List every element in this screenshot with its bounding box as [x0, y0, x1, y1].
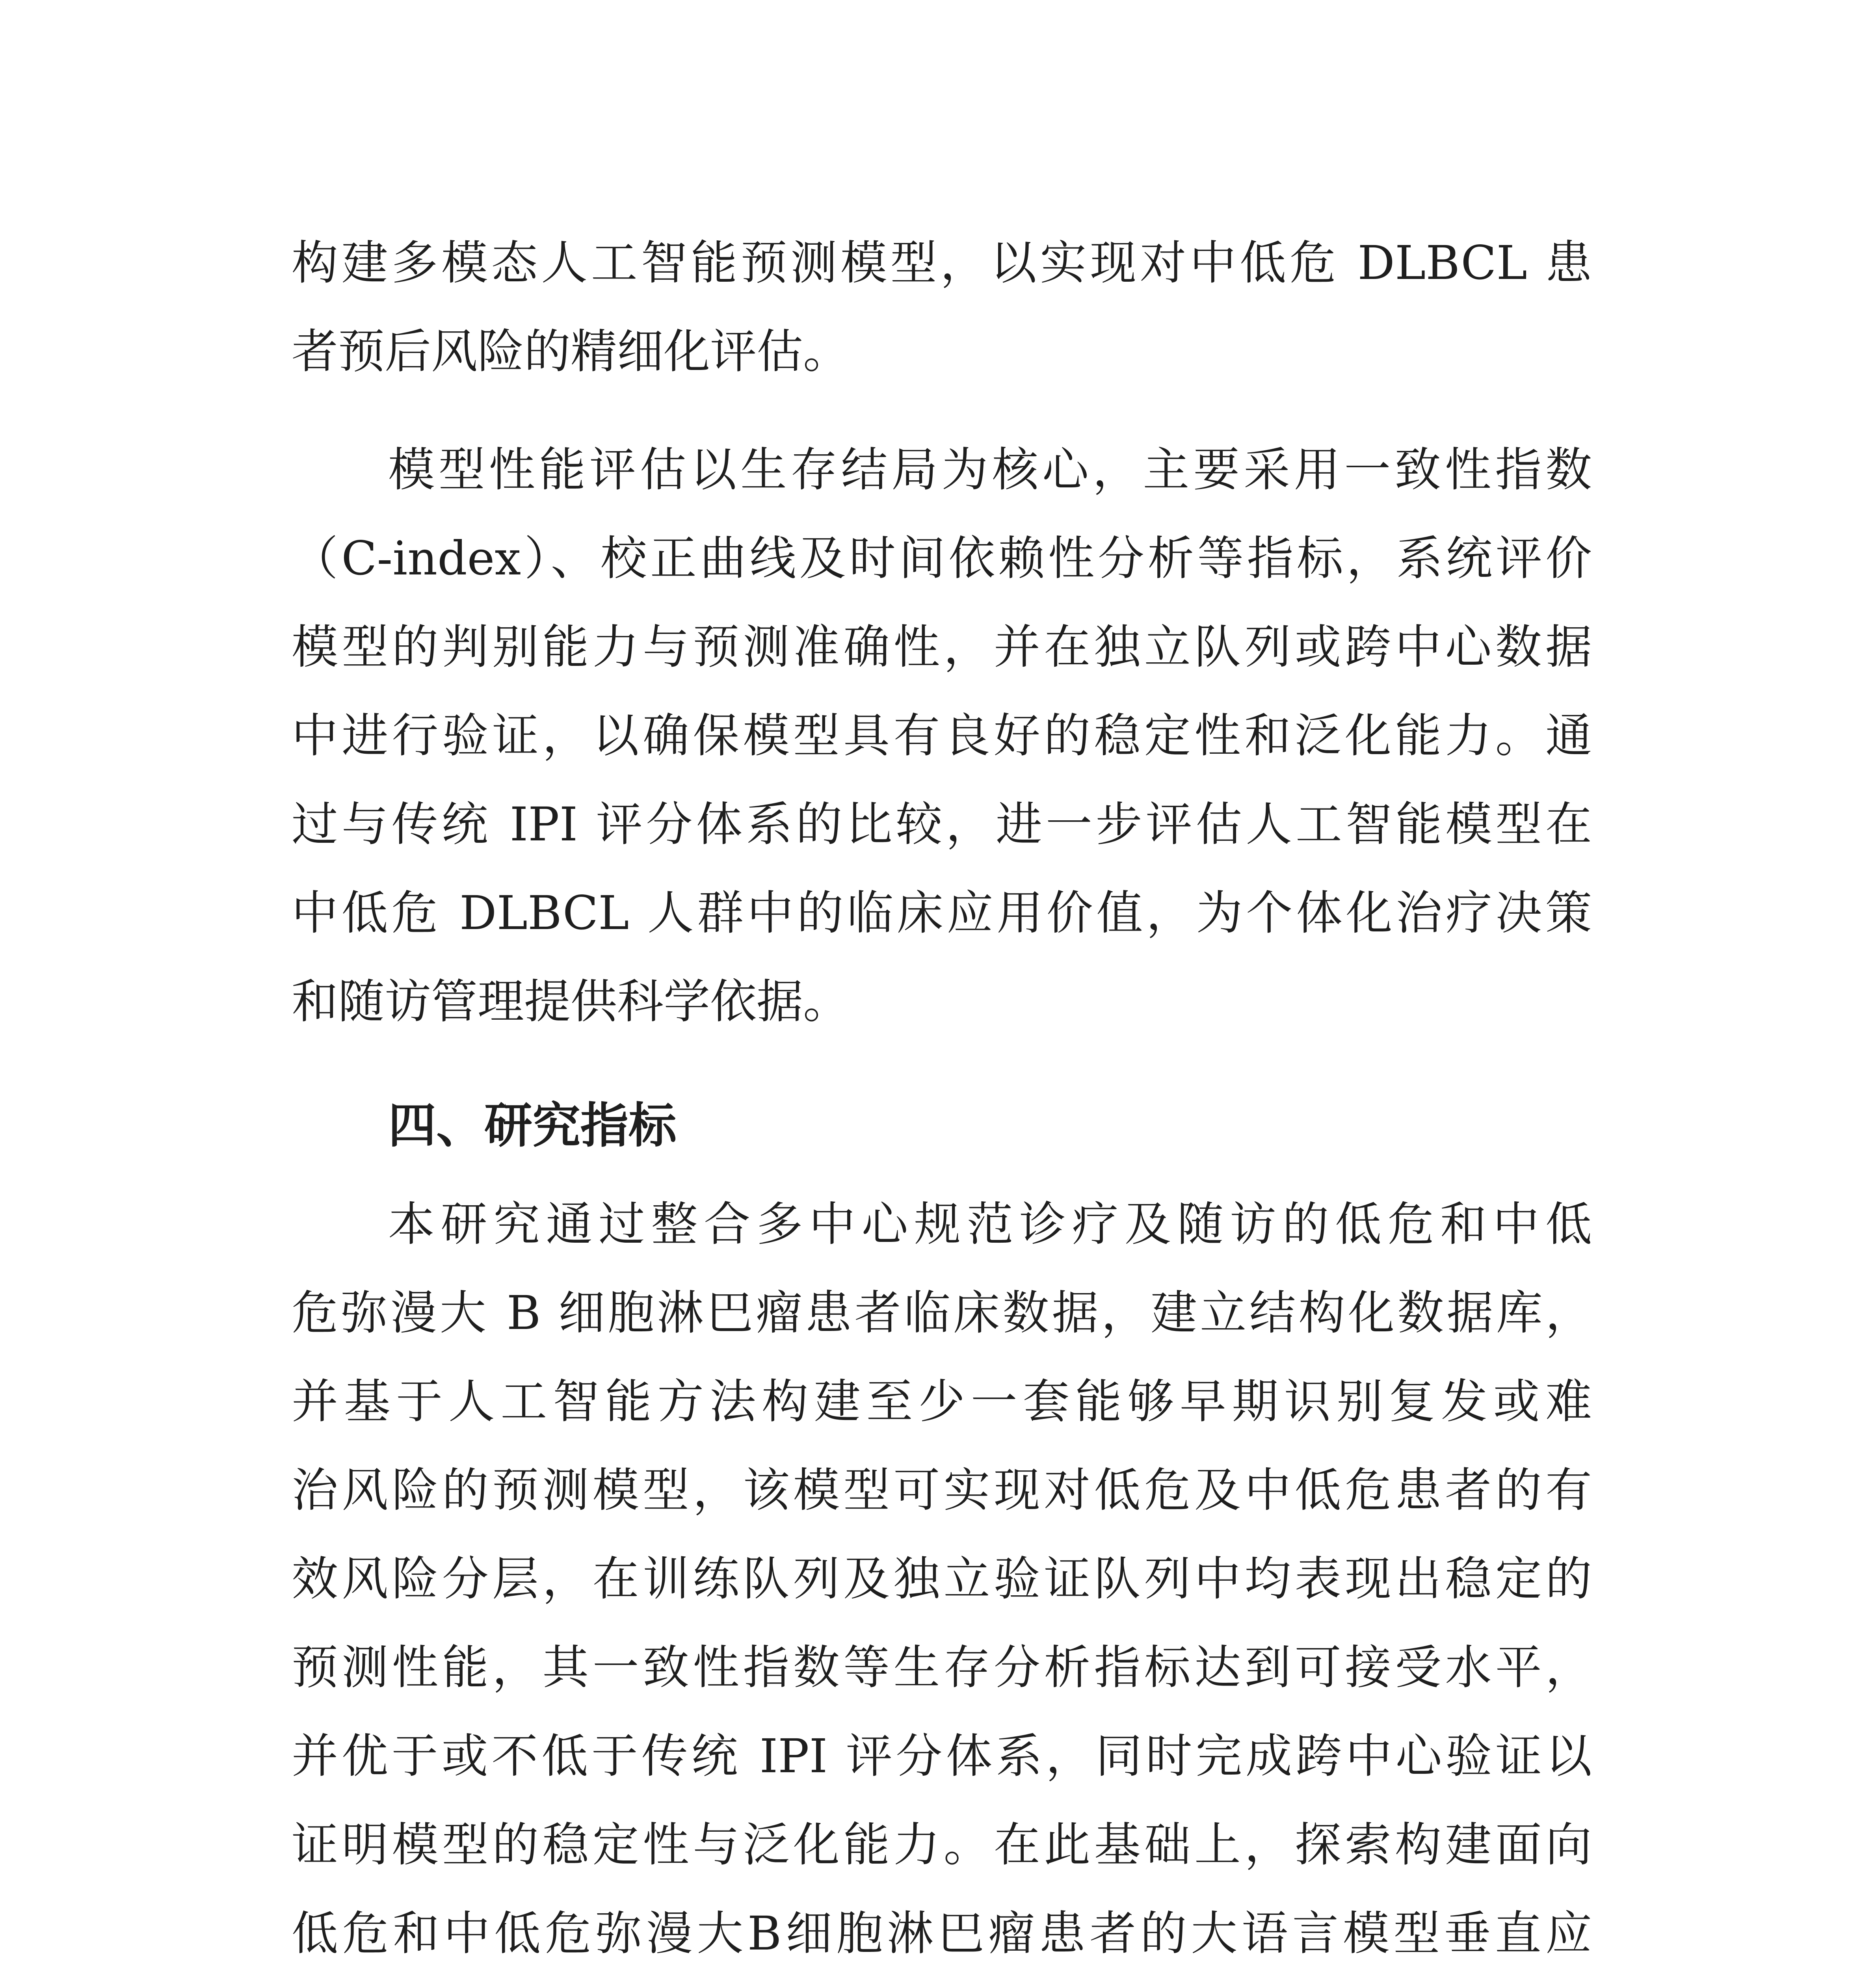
text-line: 中低危 DLBCL 人群中的临床应用价值，为个体化治疗决策 [292, 886, 1592, 940]
text-line: 证明模型的稳定性与泛化能力。在此基础上，探索构建面向 [292, 1818, 1592, 1872]
paragraph-model-evaluation [292, 426, 1592, 1046]
text-line: 模型性能评估以生存结局为核心，主要采用一致性指数 [388, 442, 1592, 497]
paragraph-model-construction [292, 219, 1592, 396]
text-line: 者预后风险的精细化评估。 [292, 324, 850, 379]
text-line: 模型的判别能力与预测准确性，并在独立队列或跨中心数据 [292, 620, 1592, 674]
section-heading: 四、研究指标 [388, 1098, 677, 1154]
text-line: 和随访管理提供科学依据。 [292, 974, 850, 1029]
text-line: 并优于或不低于传统 IPI 评分体系，同时完成跨中心验证以 [292, 1729, 1592, 1783]
text-line: 低危和中低危弥漫大B细胞淋巴瘤患者的大语言模型垂直应 [292, 1906, 1592, 1961]
text-line: 效风险分层，在训练队列及独立验证队列中均表现出稳定的 [292, 1552, 1592, 1606]
text-line: 中进行验证，以确保模型具有良好的稳定性和泛化能力。通 [292, 708, 1592, 763]
text-line: 治风险的预测模型，该模型可实现对低危及中低危患者的有 [292, 1463, 1592, 1517]
text-line: 构建多模态人工智能预测模型，以实现对中低危 DLBCL 患 [292, 236, 1592, 290]
text-line: 本研究通过整合多中心规范诊疗及随访的低危和中低 [388, 1197, 1592, 1251]
text-line: 危弥漫大 B 细胞淋巴瘤患者临床数据，建立结构化数据库， [292, 1286, 1592, 1340]
text-line: 过与传统 IPI 评分体系的比较，进一步评估人工智能模型在 [292, 797, 1592, 851]
paragraph-research-indicators [292, 1180, 1592, 1970]
text-line: 预测性能，其一致性指数等生存分析指标达到可接受水平， [292, 1640, 1592, 1695]
text-line: 并基于人工智能方法构建至少一套能够早期识别复发或难 [292, 1374, 1592, 1429]
text-line: （C-index）、校正曲线及时间依赖性分析等指标，系统评价 [292, 531, 1592, 585]
